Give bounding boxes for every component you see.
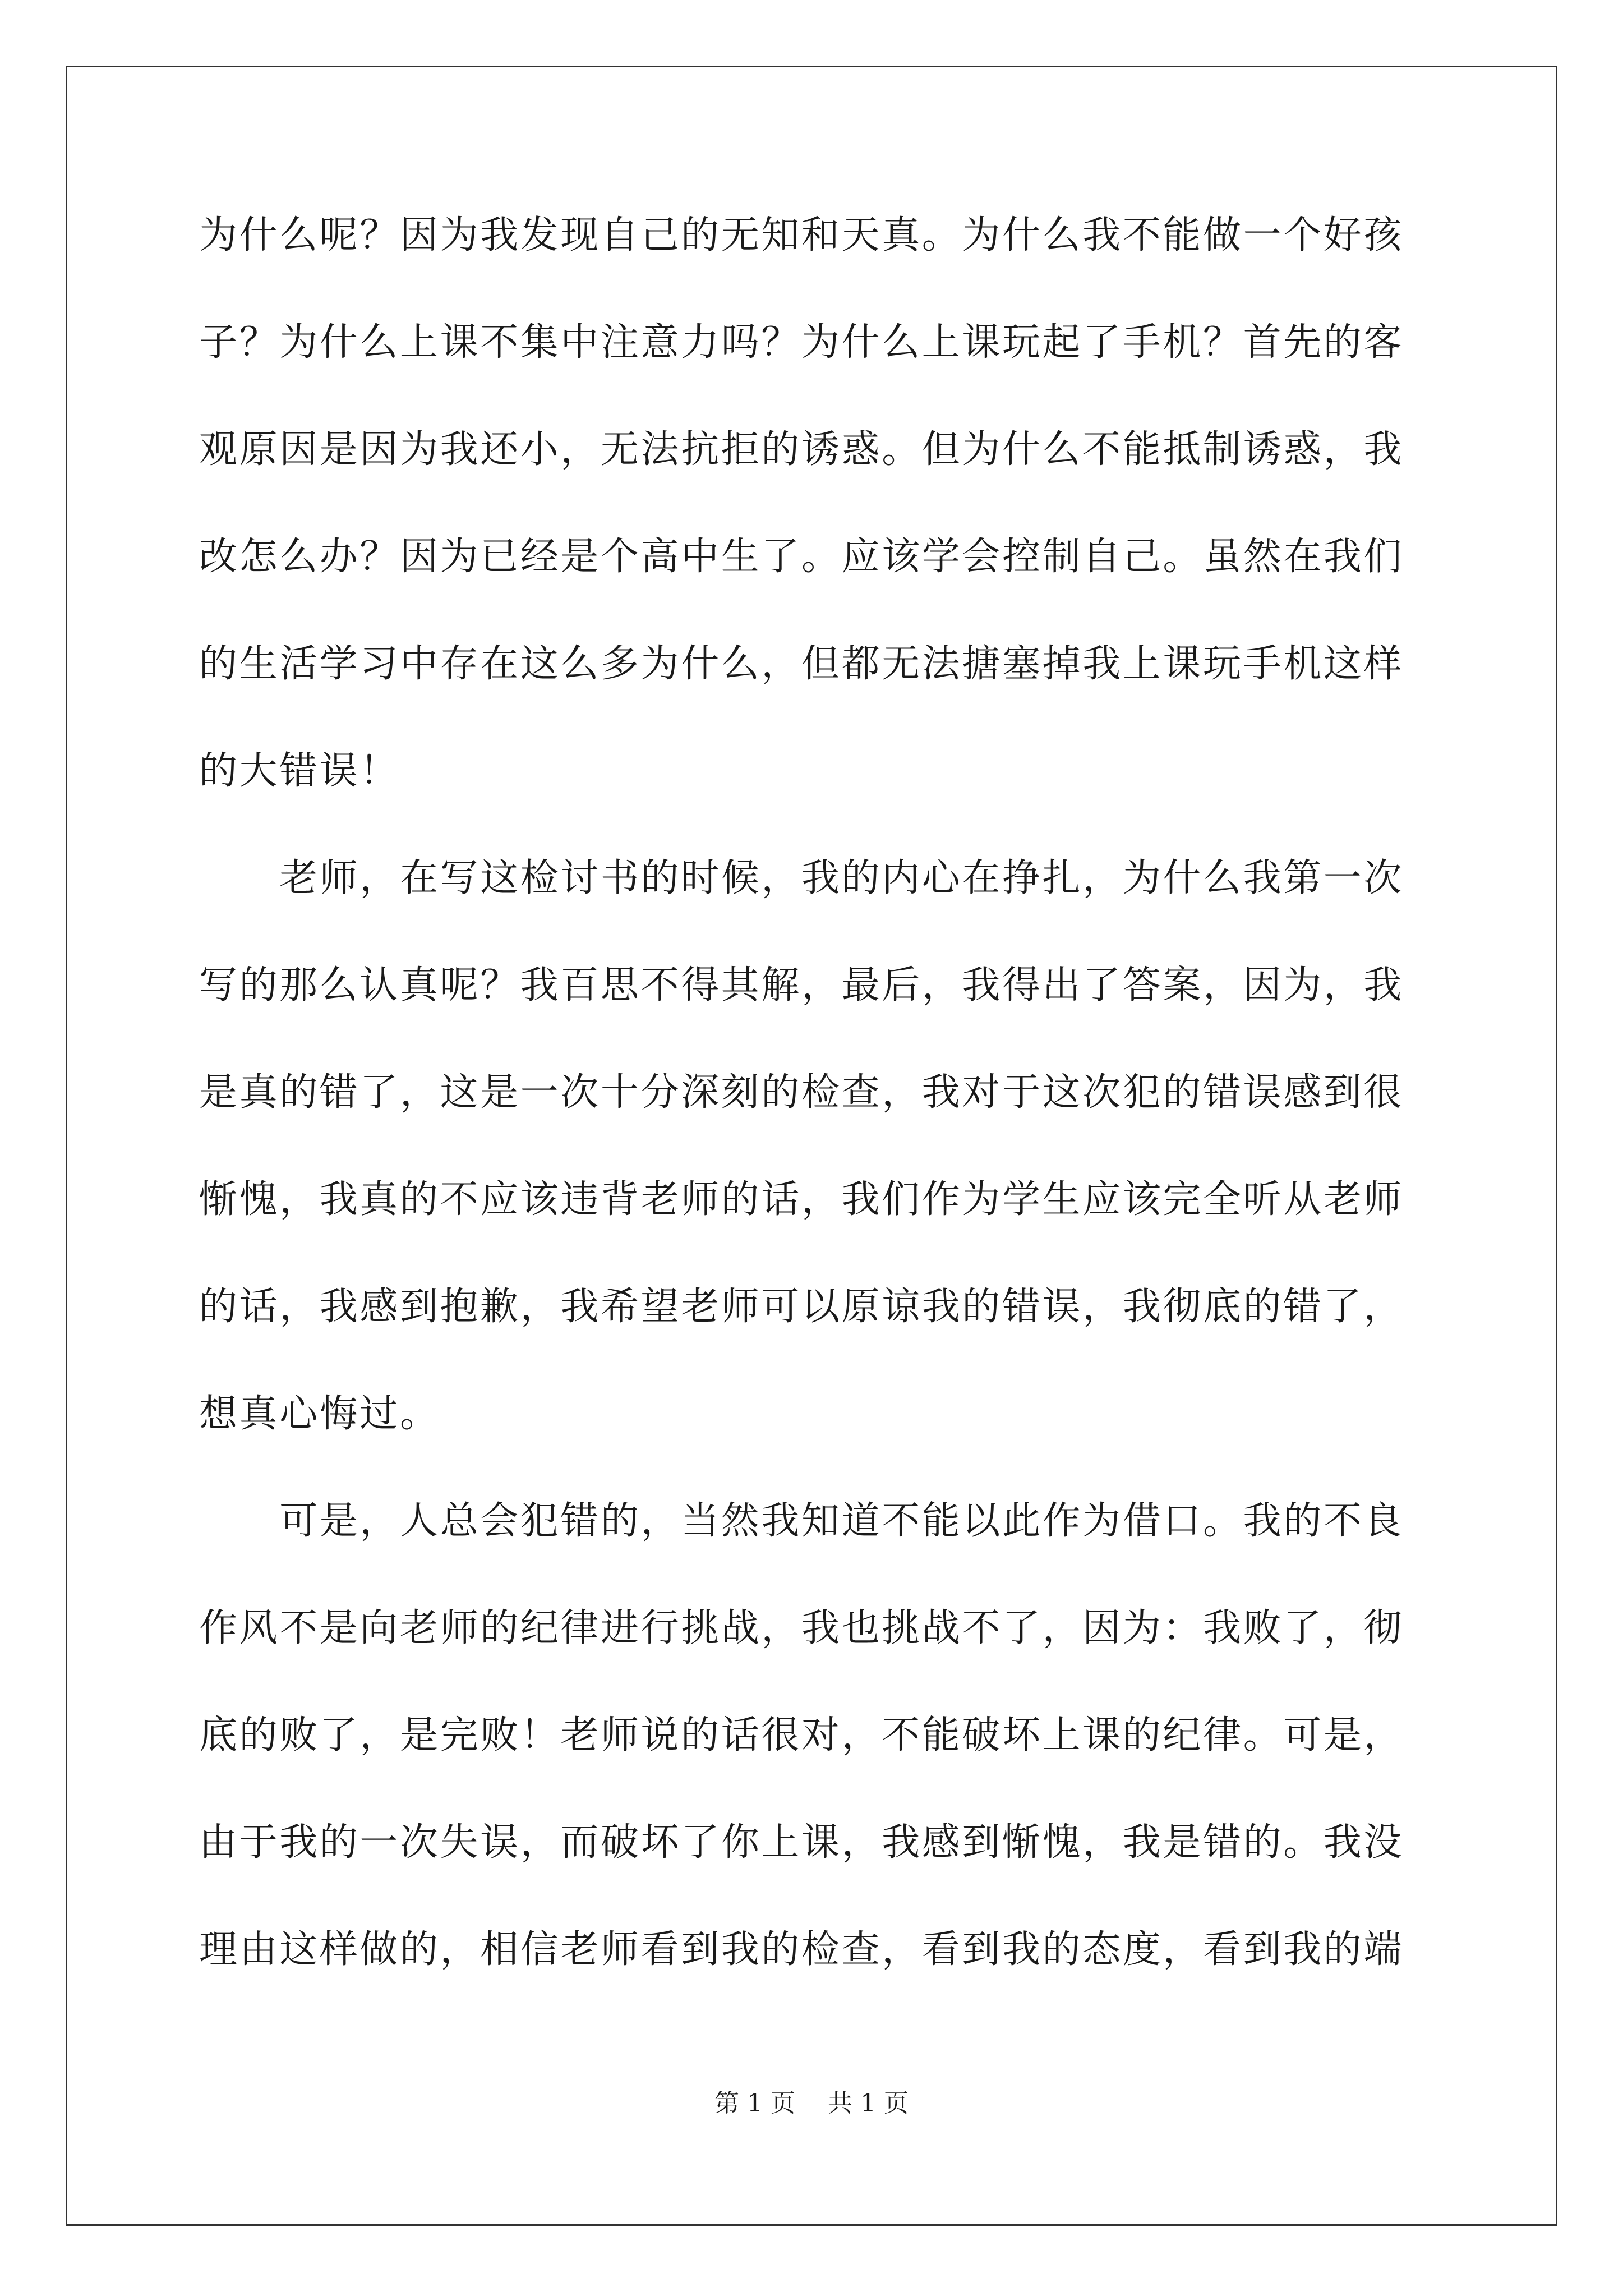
text-line: 子？为什么上课不集中注意力吗？为什么上课玩起了手机？首先的客	[199, 320, 1404, 365]
text-line: 想真心悔过。	[199, 1392, 440, 1436]
text-line: 的话，我感到抱歉，我希望老师可以原谅我的错误，我彻底的错了，	[199, 1285, 1404, 1329]
text-line: 底的败了，是完败！老师说的话很对，不能破坏上课的纪律。可是，	[199, 1713, 1404, 1757]
text-line: 写的那么认真呢？我百思不得其解，最后，我得出了答案，因为，我	[199, 963, 1404, 1007]
text-line: 观原因是因为我还小，无法抗拒的诱惑。但为什么不能抵制诱惑，我	[199, 427, 1404, 472]
text-line: 是真的错了，这是一次十分深刻的检查，我对于这次犯的错误感到很	[199, 1070, 1404, 1115]
text-line: 理由这样做的，相信老师看到我的检查，看到我的态度，看到我的端	[199, 1927, 1404, 1972]
text-line: 的生活学习中存在这么多为什么，但都无法搪塞掉我上课玩手机这样	[199, 642, 1404, 686]
text-line: 由于我的一次失误，而破坏了你上课，我感到惭愧，我是错的。我没	[199, 1820, 1404, 1865]
text-line: 作风不是向老师的纪律进行挑战，我也挑战不了，因为：我败了，彻	[199, 1606, 1404, 1650]
text-line: 的大错误！	[199, 749, 400, 793]
text-line: 改怎么办？因为已经是个高中生了。应该学会控制自己。虽然在我们	[199, 535, 1404, 579]
text-line: 为什么呢？因为我发现自己的无知和天真。为什么我不能做一个好孩	[199, 213, 1404, 257]
text-line: 惭愧，我真的不应该违背老师的话，我们作为学生应该完全听从老师	[199, 1177, 1404, 1222]
page-number-footer: 第 1 页 共 1 页	[714, 2089, 909, 2118]
text-line: 可是，人总会犯错的，当然我知道不能以此作为借口。我的不良	[199, 1499, 1404, 1543]
document-body	[199, 208, 1433, 2029]
text-line: 老师，在写这检讨书的时候，我的内心在挣扎，为什么我第一次	[199, 856, 1404, 900]
